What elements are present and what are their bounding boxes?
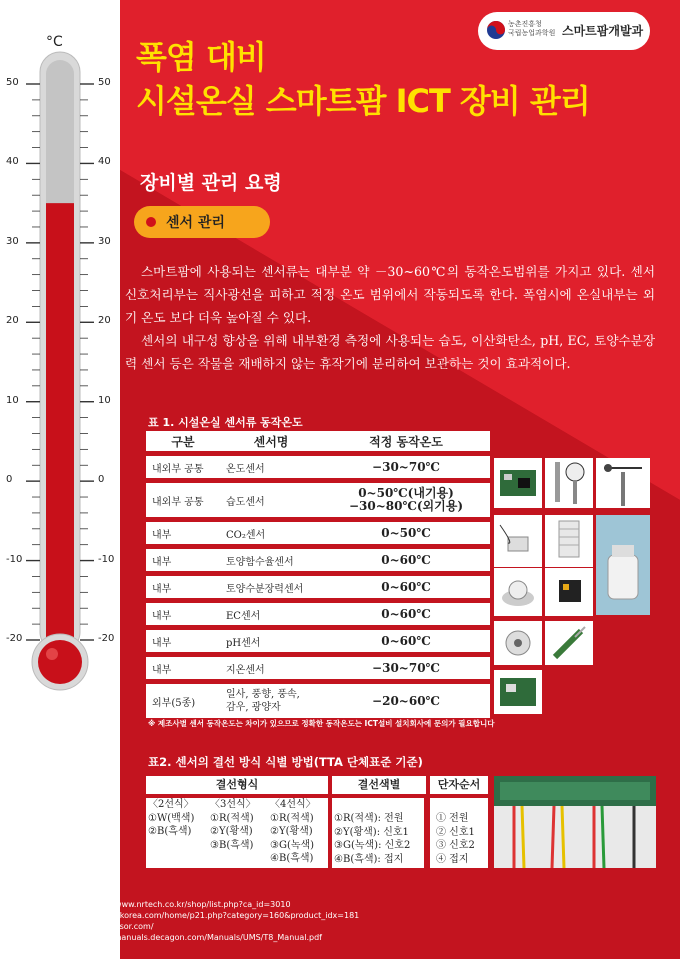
row-name: 지온센서	[220, 657, 322, 679]
wiring-line: ①R(적색)	[210, 812, 254, 824]
table1-header-cat: 구분	[146, 431, 220, 451]
row-cat: 내부	[146, 630, 220, 652]
scale-label: 10	[6, 394, 19, 406]
shield-sensor-image	[545, 515, 593, 567]
table-row	[146, 576, 490, 598]
row-temp: 0~60℃	[322, 549, 490, 571]
table2-header-terminal: 단자순서	[430, 776, 488, 794]
rain-gauge-image	[494, 621, 542, 665]
table2-caption: 표2. 센서의 결선 방식 식별 방법(TTA 단체표준 기준)	[148, 755, 423, 769]
title-line2: 시설온실 스마트팜 ICT 장비 관리	[136, 82, 590, 120]
scale-label: -20	[6, 633, 23, 644]
sensor-temp-table	[146, 426, 490, 723]
row-name: 온도센서	[220, 456, 322, 478]
table-row	[146, 549, 490, 571]
table-row	[146, 684, 490, 718]
table-row	[146, 483, 490, 517]
row-temp: −20~60℃	[322, 684, 490, 718]
row-name: 토양함수율센서	[220, 549, 322, 571]
paragraph-1: 스마트팜에 사용되는 센서류는 대부분 약 －30~60℃의 동작온도범위를 가지고 있다. 센서 신호처리부는 직사광선을 피하고 적정 온도 범위에서 작동되도록 한다. 폭염시에 온실내부는 외기 온도 보다 더욱 높아질 수 있다.	[125, 264, 655, 325]
weather-station-image	[596, 458, 650, 508]
table-row	[146, 603, 490, 625]
ec-sensor-image	[545, 568, 593, 616]
bullet-icon	[146, 217, 156, 227]
datalogger-board-image	[494, 670, 542, 714]
row-name: EC센서	[220, 603, 322, 625]
scale-label: -10	[98, 553, 115, 565]
scale-label: 0	[6, 474, 13, 486]
scale-label: 50	[6, 77, 19, 88]
table-row	[146, 456, 490, 478]
row-temp2: −30~80℃(외기용)	[348, 499, 464, 513]
row-cat: 내외부 공통	[146, 483, 220, 517]
wiring-line: ③G(녹색)	[270, 839, 315, 851]
gauge-sensor-image	[545, 458, 593, 508]
wiring-title: 〈3선식〉	[210, 799, 256, 810]
co2-sensor-image	[494, 515, 542, 567]
wiring-4wire	[268, 798, 328, 868]
scale-label: -10	[6, 553, 23, 565]
scale-label: 40	[6, 156, 19, 168]
unit-label: °C	[46, 34, 63, 50]
taegeuk-icon	[486, 20, 506, 40]
table1-note: ※ 제조사별 센서 동작온도는 차이가 있으므로 정확한 동작온도는 ICT설비 설치회사에 문의가 필요합니다	[148, 719, 495, 728]
scale-label: 40	[98, 156, 111, 168]
row-cat: 내외부 공통	[146, 456, 220, 478]
table1-caption: 표 1. 시설온실 센서류 동작온도	[148, 416, 303, 429]
table1-header-name: 센서명	[220, 431, 322, 451]
terminal-line: ① 전원	[436, 813, 469, 824]
wiring-title: 〈2선식〉	[148, 799, 194, 810]
scale-label: 20	[98, 315, 111, 327]
row-cat: 내부	[146, 603, 220, 625]
row-name: pH센서	[220, 630, 322, 652]
wiring-line: ①R(적색)	[270, 812, 314, 824]
color-line: ①R(적색): 전원	[334, 813, 404, 824]
wiring-line: ③B(흑색)	[210, 839, 254, 851]
table-row	[146, 522, 490, 544]
scale-label: 30	[98, 235, 111, 247]
terminal-line: ② 신호1	[436, 826, 475, 838]
color-line: ④B(흑색): 접지	[334, 853, 404, 865]
scale-label: -20	[98, 633, 115, 644]
table-row	[146, 657, 490, 679]
pyranometer-image	[494, 568, 542, 616]
soil-sensor-jar-image	[596, 515, 650, 615]
row-cat: 내부	[146, 522, 220, 544]
section-label: 센서 관리	[166, 215, 225, 231]
color-line: ②Y(황색): 신호1	[334, 826, 409, 838]
row-name2: 감우, 광양자	[226, 702, 281, 713]
wiring-line: ①W(백색)	[148, 812, 195, 824]
row-name: 토양수분장력센서	[220, 576, 322, 598]
color-line: ③G(녹색): 신호2	[334, 840, 411, 851]
row-temp: 0~60℃	[322, 630, 490, 652]
reference: ◯ 토양수분장력센서 : http://manuals.decagon.com/Manuals/UMS/T8_Manual.pdf	[8, 933, 322, 942]
wiring-colors	[332, 798, 424, 868]
row-cat: 외부(5종)	[146, 684, 220, 718]
scale-label: 20	[6, 315, 19, 327]
row-temp: −30~70℃	[322, 456, 490, 478]
scale-label: 30	[6, 235, 19, 247]
temp-humidity-board-image	[494, 458, 542, 508]
table-row	[146, 630, 490, 652]
row-temp: 0~50℃	[322, 522, 490, 544]
table1-header-temp: 적정 동작온도	[322, 431, 490, 451]
soil-probe-image	[545, 621, 593, 665]
terminal-block-image	[494, 776, 656, 868]
dept-name: 스마트팜개발과	[562, 24, 644, 38]
scale-label: 50	[98, 77, 111, 88]
wiring-line: ②B(흑색)	[148, 826, 192, 837]
row-temp: 0~60℃	[322, 576, 490, 598]
row-temp: 0~60℃	[322, 603, 490, 625]
reference: ◯ EC센서 : http://www.rfsensor.com/	[8, 922, 154, 931]
org-name: 농촌진흥청 국립농업과학원	[508, 20, 556, 37]
wiring-3wire	[208, 798, 268, 868]
page-subtitle: 장비별 관리 요령	[140, 172, 282, 194]
row-temp: −30~70℃	[322, 657, 490, 679]
wiring-line: ④B(흑색)	[270, 853, 314, 864]
row-name: CO₂센서	[220, 522, 322, 544]
row-cat: 내부	[146, 549, 220, 571]
terminal-line: ④ 접지	[436, 853, 469, 865]
reference: ◯ pH센서 : http://www.jumokorea.com/home/p21.php?category=160&product_idx=181	[8, 911, 360, 920]
wiring-2wire	[146, 798, 208, 868]
reference: ◯ 온습도, CO2 센서 : http://www.nrtech.co.kr/shop/list.php?ca_id=3010	[8, 900, 291, 909]
paragraph-2: 센서의 내구성 향상을 위해 내부환경 측정에 사용되는 습도, 이산화탄소, pH, EC, 토양수분장력 센서 등은 작물을 재배하지 않는 휴작기에 분리하여 보관하는 것이 효과적이다.	[125, 333, 655, 371]
table2-header-type: 결선형식	[146, 776, 328, 794]
row-cat: 내부	[146, 657, 220, 679]
scale-label: 0	[98, 474, 105, 486]
row-name: 일사, 풍향, 풍속,	[226, 689, 300, 700]
row-name: 습도센서	[220, 483, 322, 517]
wiring-line: ②Y(황색)	[270, 826, 313, 837]
title-line1: 폭염 대비	[136, 38, 266, 76]
wiring-title: 〈4선식〉	[270, 799, 316, 810]
mercury-column	[46, 203, 74, 660]
table2-header-color: 결선색별	[332, 776, 426, 794]
terminal-line: ③ 신호2	[436, 840, 475, 851]
wiring-line: ②Y(황색)	[210, 826, 253, 837]
row-cat: 내부	[146, 576, 220, 598]
row-temp: 0~50℃(내기용)	[358, 486, 454, 500]
scale-label: 10	[98, 394, 111, 406]
wiring-terminals	[430, 798, 488, 868]
